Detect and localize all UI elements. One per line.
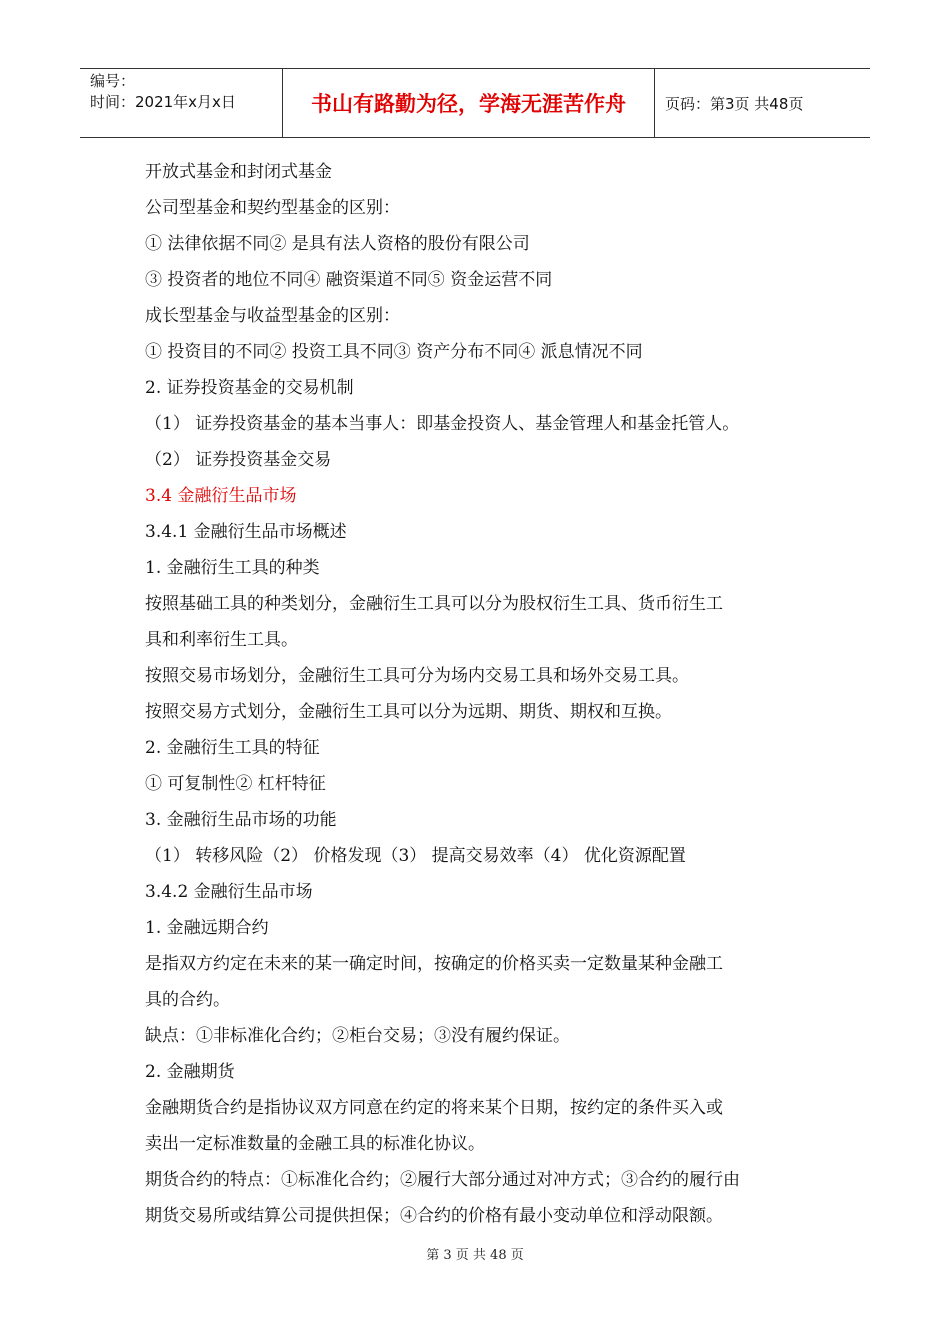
text-line: ① 法律依据不同② 是具有法人资格的股份有限公司 [145,234,530,254]
text-line: 具和利率衍生工具。 [145,630,298,650]
header-motto: 书山有路勤为径，学海无涯苦作舟 [283,69,655,137]
text-line: 期货合约的特点：①标准化合约；②履行大部分通过对冲方式；③合约的履行由 [145,1170,740,1190]
text-line: 1. 金融远期合约 [145,918,269,938]
text-line: 金融期货合约是指协议双方同意在约定的将来某个日期，按约定的条件买入或 [145,1098,723,1118]
page-footer: 第 3 页 共 48 页 [426,1248,524,1263]
text-line: 是指双方约定在未来的某一确定时间，按确定的价格买卖一定数量某种金融工 [145,954,723,974]
text-line: 按照基础工具的种类划分，金融衍生工具可以分为股权衍生工具、货币衍生工 [145,594,723,614]
text-line: 具的合约。 [145,990,230,1010]
header-meta [80,69,283,137]
text-line: ① 投资目的不同② 投资工具不同③ 资产分布不同④ 派息情况不同 [145,342,643,362]
page-header [80,68,870,138]
text-line: 2. 金融衍生工具的特征 [145,738,320,758]
document-body [145,154,825,1234]
text-line: ① 可复制性② 杠杆特征 [145,774,326,794]
text-line: （1） 转移风险（2） 价格发现（3） 提高交易效率（4） 优化资源配置 [145,846,686,866]
text-line: 3. 金融衍生品市场的功能 [145,810,337,830]
text-line: 开放式基金和封闭式基金 [145,162,332,182]
section-heading: 3.4 金融衍生品市场 [145,486,297,506]
text-line: 3.4.2 金融衍生品市场 [145,882,313,902]
header-page-info: 页码：第3页 共48页 [665,94,804,113]
text-line: 3.4.1 金融衍生品市场概述 [145,522,347,542]
header-date-label: 时间：2021年x月x日 [90,93,236,111]
text-line: 2. 金融期货 [145,1062,235,1082]
text-line: （1） 证券投资基金的基本当事人：即基金投资人、基金管理人和基金托管人。 [145,414,740,434]
text-line: 缺点：①非标准化合约；②柜台交易；③没有履约保证。 [145,1026,570,1046]
text-line: 卖出一定标准数量的金融工具的标准化协议。 [145,1134,485,1154]
text-line: 按照交易方式划分，金融衍生工具可以分为远期、期货、期权和互换。 [145,702,672,722]
text-line: 2. 证券投资基金的交易机制 [145,378,354,398]
text-line: 期货交易所或结算公司提供担保；④合约的价格有最小变动单位和浮动限额。 [145,1206,723,1226]
text-line: ③ 投资者的地位不同④ 融资渠道不同⑤ 资金运营不同 [145,270,553,290]
header-number-label: 编号： [90,72,136,90]
text-line: 公司型基金和契约型基金的区别： [145,198,400,218]
text-line: 按照交易市场划分，金融衍生工具可分为场内交易工具和场外交易工具。 [145,666,689,686]
text-line: 1. 金融衍生工具的种类 [145,558,320,578]
text-line: （2） 证券投资基金交易 [145,450,332,470]
text-line: 成长型基金与收益型基金的区别： [145,306,400,326]
